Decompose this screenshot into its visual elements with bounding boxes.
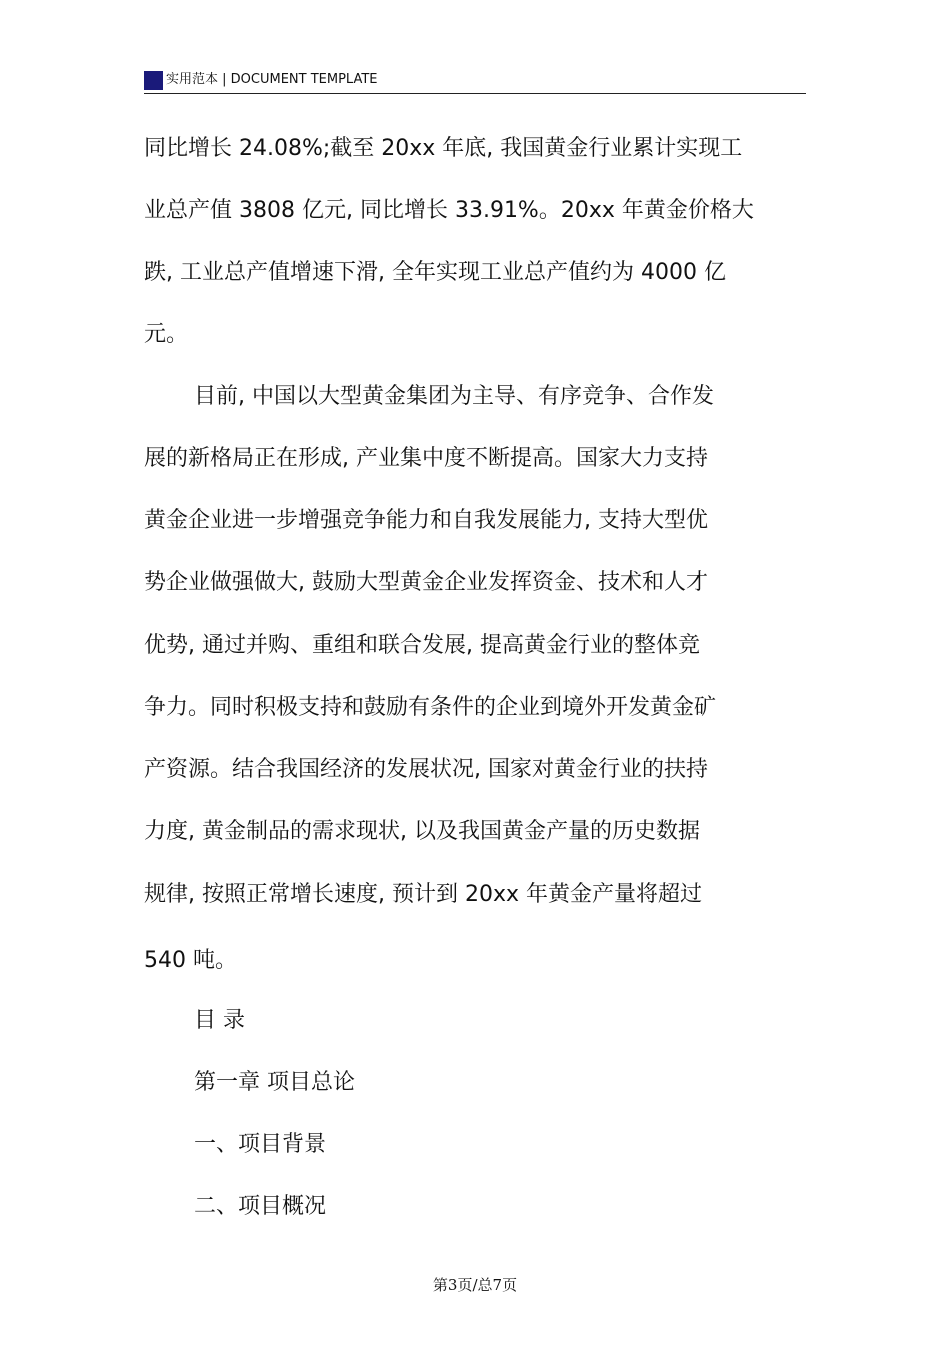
toc-heading: 目 录 [194,1008,245,1033]
paragraph-line: 黄金企业进一步增强竞争能力和自我发展能力, 支持大型优 [144,508,708,533]
header-logo-square [144,71,163,90]
paragraph-line: 540 吨。 [144,948,237,973]
paragraph-line: 势企业做强做大, 鼓励大型黄金企业发挥资金、技术和人才 [144,570,708,595]
paragraph-line: 优势, 通过并购、重组和联合发展, 提高黄金行业的整体竞 [144,633,700,658]
header-title: 实用范本 | DOCUMENT TEMPLATE [166,72,378,87]
paragraph-line: 跌, 工业总产值增速下滑, 全年实现工业总产值约为 4000 亿 [144,260,726,285]
paragraph-line: 力度, 黄金制品的需求现状, 以及我国黄金产量的历史数据 [144,819,700,844]
page-number: 第3页/总7页 [432,1276,518,1294]
paragraph-line: 产资源。结合我国经济的发展状况, 国家对黄金行业的扶持 [144,757,708,782]
paragraph-line: 目前, 中国以大型黄金集团为主导、有序竞争、合作发 [194,384,714,409]
toc-item: 一、项目背景 [194,1132,327,1157]
paragraph-line: 展的新格局正在形成, 产业集中度不断提高。国家大力支持 [144,446,708,471]
paragraph-line: 同比增长 24.08%;截至 20xx 年底, 我国黄金行业累计实现工 [144,136,743,161]
paragraph-line: 争力。同时积极支持和鼓励有条件的企业到境外开发黄金矿 [144,695,717,720]
toc-item: 二、项目概况 [194,1194,327,1219]
paragraph-line: 规律, 按照正常增长速度, 预计到 20xx 年黄金产量将超过 [144,882,702,907]
page-header [144,68,806,94]
toc-item: 第一章 项目总论 [194,1070,355,1095]
paragraph-line: 业总产值 3808 亿元, 同比增长 33.91%。20xx 年黄金价格大 [144,198,754,223]
paragraph-line: 元。 [144,322,189,347]
